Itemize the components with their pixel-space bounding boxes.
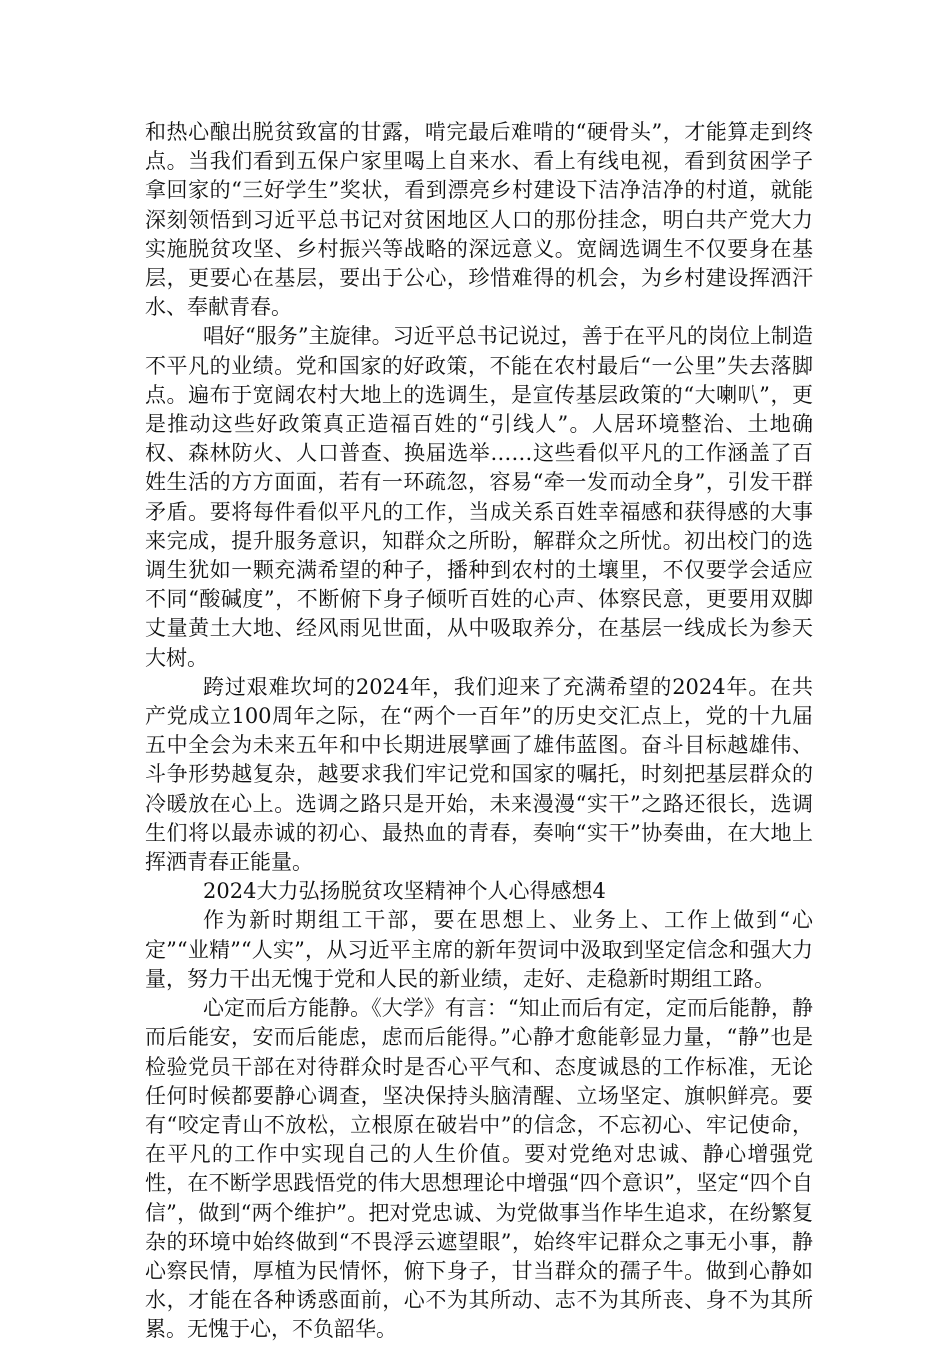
paragraph-heart-calm: 心定而后方能静。《大学》有言：“知止而后有定，定而后能静，静而后能安，安而后能虑，虑而后能得。”心静才愈能彰显力量，“静”也是检验党员干部在对待群众时是否心平气和、态度诚恳的工作标准，无论任何时候都要静心调查，坚决保持头脑清醒、立场坚定、旗帜鲜亮。要有“咬定青山不放松，立根原在破岩中”的信念，不忘初心、牢记使命，在平凡的工作中实现自己的人生价值。要对党绝对忠诚、静心增强党性，在不断学思践悟党的伟大思想理论中增强“四个意识”，坚定“四个自信”，做到“两个维护”。把对党忠诚、为党做事当作毕生追求，在纷繁复杂的环境中始终做到“不畏浮云遮望眼”，始终牢记群众之事无小事，静心察民情，厚植为民情怀，俯下身子，甘当群众的孺子牛。做到心静如水，才能在各种诱惑面前，心不为其所动、志不为其所丧、身不为其所累。无愧于心，不负韶华。 <box>145 996 813 1342</box>
document-body <box>145 118 813 1345</box>
paragraph-2024: 跨过艰难坎坷的2024年，我们迎来了充满希望的2024年。在共产党成立100周年之际，在“两个一百年”的历史交汇点上，党的十九届五中全会为未来五年和中长期进展擘画了雄伟蓝图。奋斗目标越雄伟、斗争形势越复杂，越要求我们牢记党和国家的嘱托，时刻把基层群众的冷暖放在心上。选调之路只是开始，未来漫漫“实干”之路还很长，选调生们将以最赤诚的初心、最热血的青春，奏响“实干”协奏曲，在大地上挥洒青春正能量。 <box>145 674 813 875</box>
section-heading: 2024大力弘扬脱贫攻坚精神个人心得感想4 <box>203 879 606 904</box>
paragraph-service: 唱好“服务”主旋律。习近平总书记说过，善于在平凡的岗位上制造不平凡的业绩。党和国家的好政策，不能在农村最后“一公里”失去落脚点。遍布于宽阔农村大地上的选调生，是宣传基层政策的“大喇叭”，更是推动这些好政策真正造福百姓的“引线人”。人居环境整治、土地确权、森林防火、人口普查、换届选举……这些看似平凡的工作涵盖了百姓生活的方方面面，若有一环疏忽，容易“牵一发而动全身”，引发干群矛盾。要将每件看似平凡的工作，当成关系百姓幸福感和获得感的大事来完成，提升服务意识，知群众之所盼，解群众之所忧。初出校门的选调生犹如一颗充满希望的种子，播种到农村的土壤里，不仅要学会适应不同“酸碱度”，不断俯下身子倾听百姓的心声、体察民意，更要用双脚丈量黄土大地、经风雨见世面，从中吸取养分，在基层一线成长为参天大树。 <box>145 324 813 670</box>
paragraph-intro: 作为新时期组工干部，要在思想上、业务上、工作上做到“心定”“业精”“人实”，从习近平主席的新年贺词中汲取到坚定信念和强大力量，努力干出无愧于党和人民的新业绩，走好、走稳新时期组工路。 <box>145 908 813 991</box>
paragraph-continuation: 和热心酿出脱贫致富的甘露，啃完最后难啃的“硬骨头”，才能算走到终点。当我们看到五保户家里喝上自来水、看上有线电视，看到贫困学子拿回家的“三好学生”奖状，看到漂亮乡村建设下洁净洁净的村道，就能深刻领悟到习近平总书记对贫困地区人口的那份挂念，明白共产党大力实施脱贫攻坚、乡村振兴等战略的深远意义。宽阔选调生不仅要身在基层，更要心在基层，要出于公心，珍惜难得的机会，为乡村建设挥洒汗水、奉献青春。 <box>145 120 813 320</box>
